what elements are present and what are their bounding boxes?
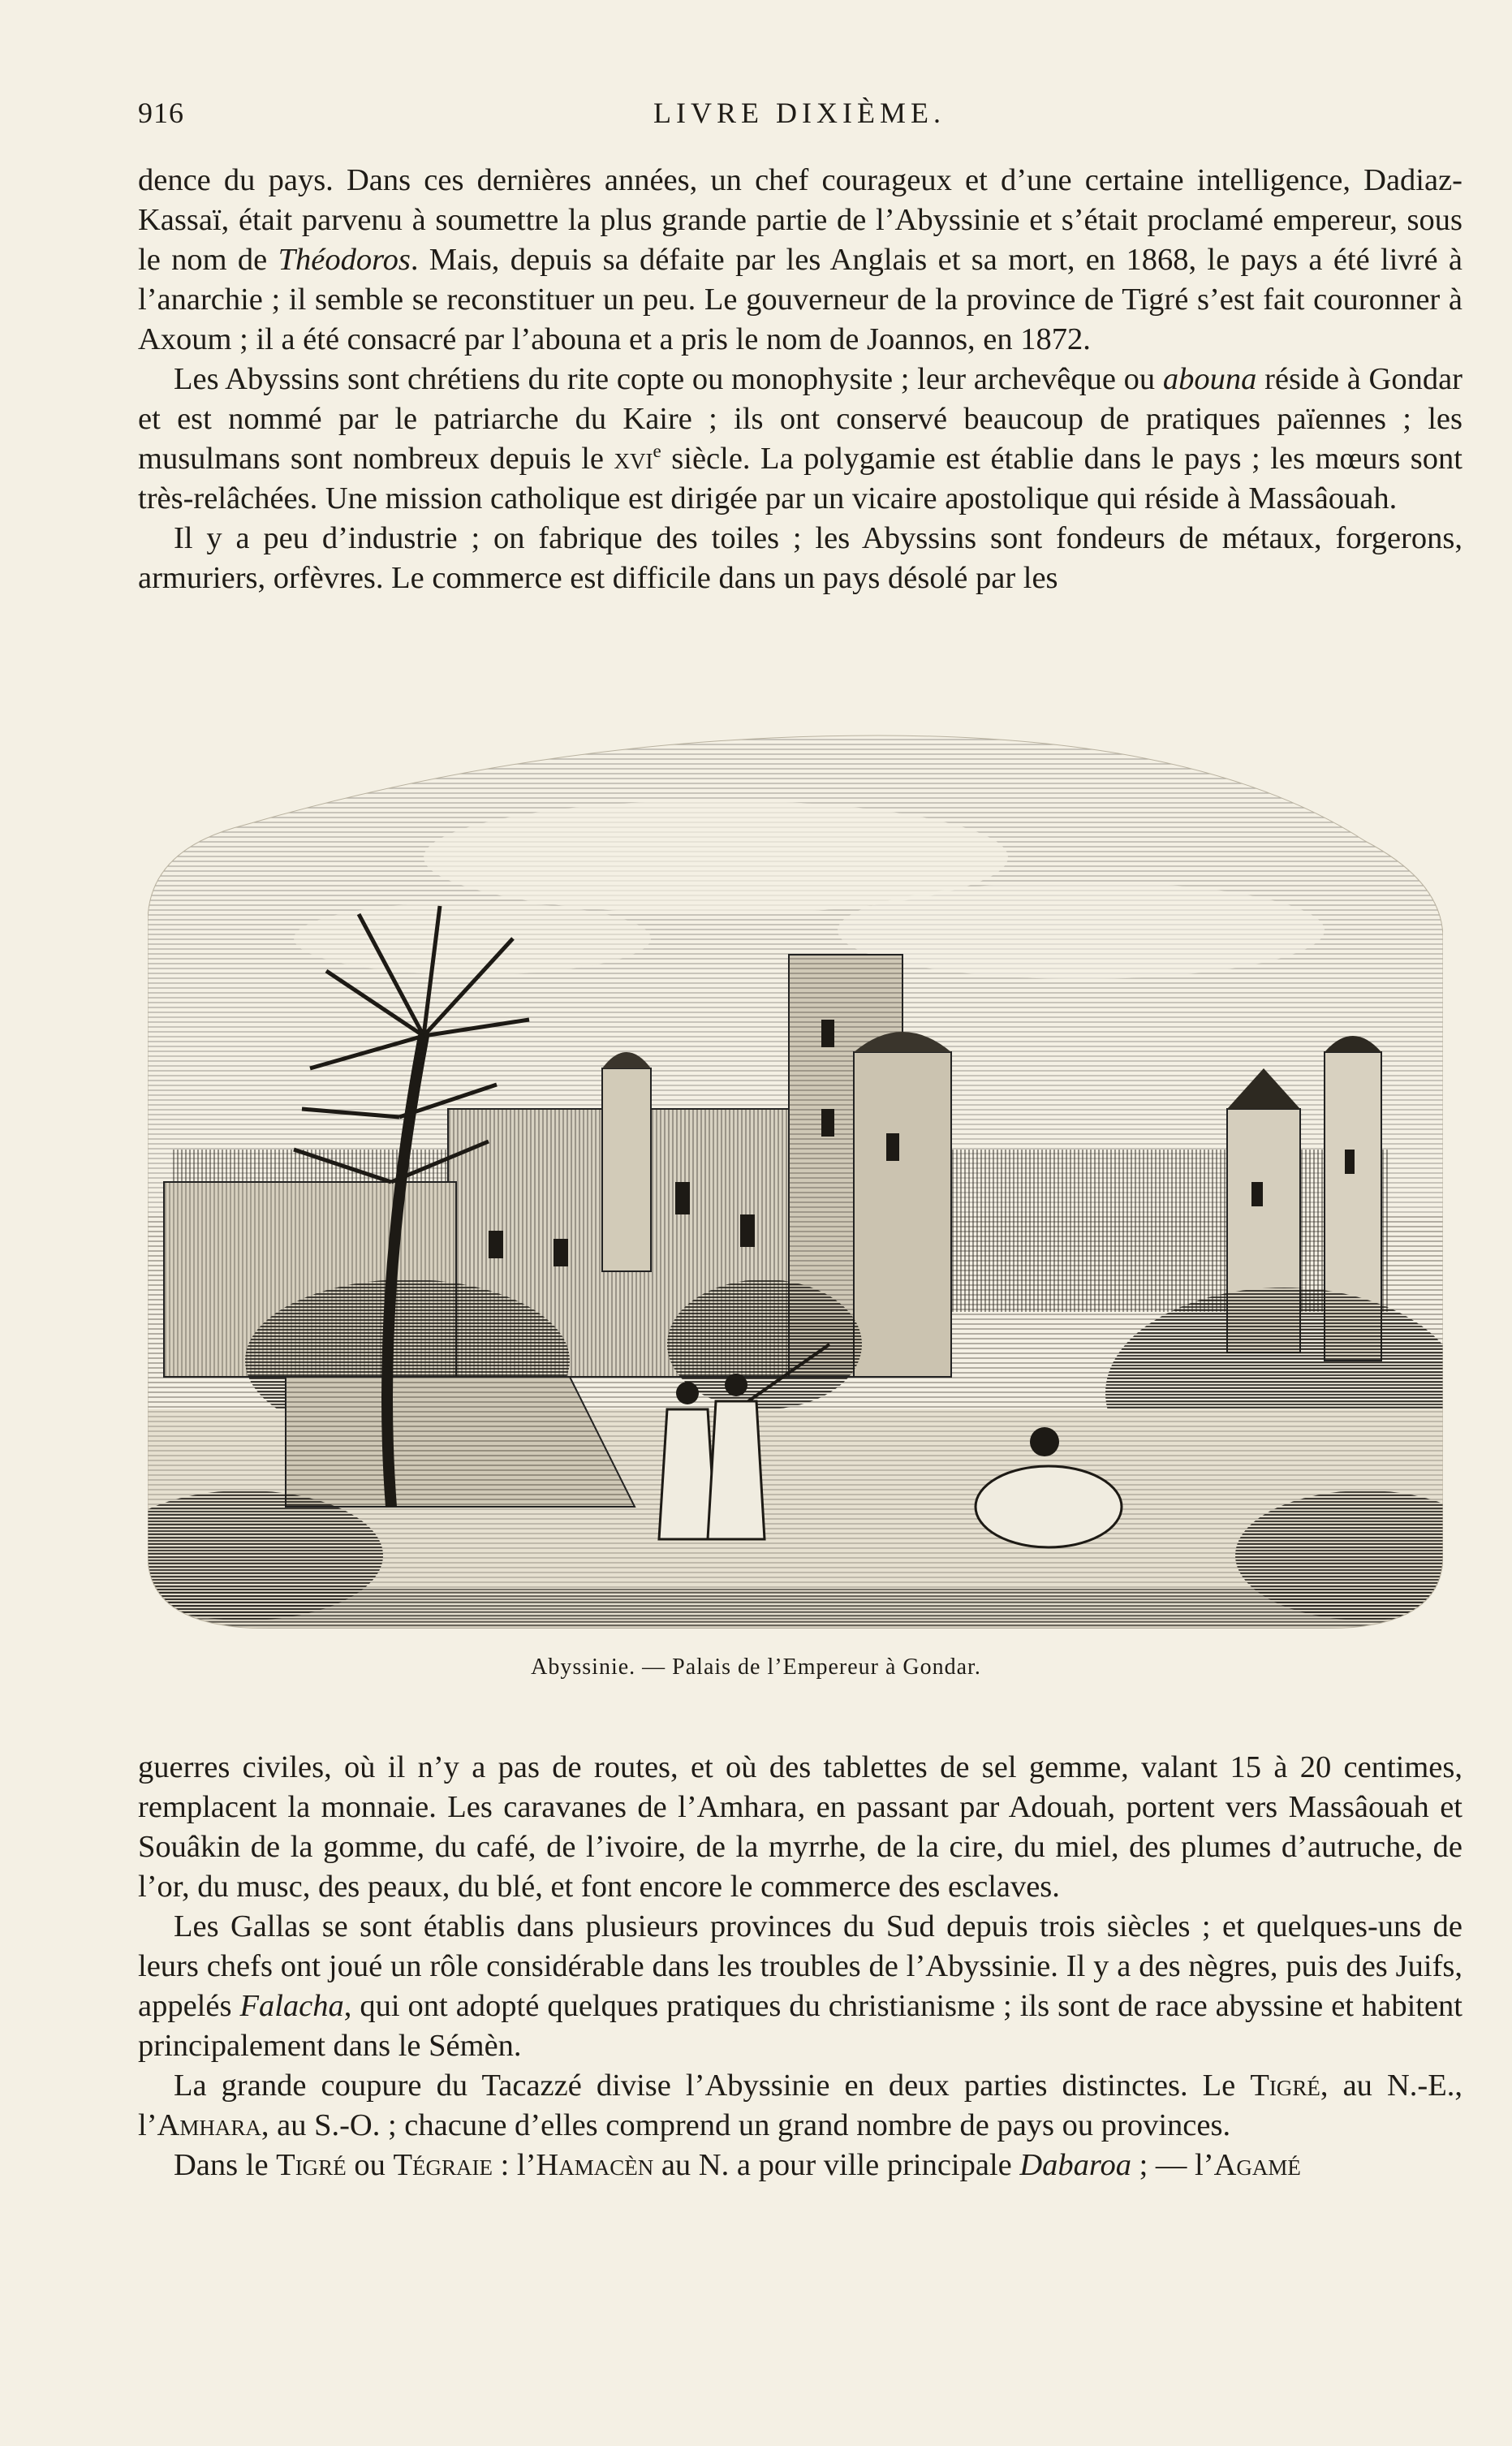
superscript: e <box>653 440 661 462</box>
paragraph <box>138 519 1462 598</box>
paragraph <box>138 2066 1462 2146</box>
paragraph <box>138 360 1462 519</box>
page-number: 916 <box>138 97 184 129</box>
italic-run: Dabaroa <box>1019 2148 1131 2182</box>
text-run: dence du pays. Dans ces dernières années, un chef courageux et d’une certaine intelligence, Dadiaz-Kassaï, était parvenu à soumettre la plus grande partie de l’Abyssinie et s’était proclamé empereur, sous le nom de <box>138 163 1462 277</box>
text-run: , qui ont adopté quelques pratiques du christianisme ; ils sont de race abyssine et habitent principalement dans le Sémèn. <box>138 1989 1462 2063</box>
text-run: Les Gallas se sont établis dans plusieurs provinces du Sud depuis trois siècles ; et quelques-uns de leurs chefs ont joué un rôle considérable dans les troubles de l’Abyssinie. Il y a des nègres, puis des Juifs, appelés <box>138 1909 1462 2023</box>
text-run: : l’ <box>492 2148 536 2182</box>
smallcaps-run: xvi <box>614 442 653 476</box>
smallcaps-run: Amhara <box>157 2108 261 2142</box>
text-run: ; — l’ <box>1131 2148 1214 2182</box>
text-run: ou <box>346 2148 394 2182</box>
paragraph <box>138 161 1462 360</box>
italic-run: Théodoros <box>278 243 411 277</box>
text-run: Les Abyssins sont chrétiens du rite copte ou monophysite ; leur archevêque ou <box>174 362 1163 396</box>
book-title: LIVRE DIXIÈME. <box>653 97 946 129</box>
smallcaps-run: Tégraie <box>393 2148 493 2182</box>
text-run: , au S.-O. ; chacune d’elles comprend un grand nombre de pays ou provinces. <box>261 2108 1231 2142</box>
text-run: réside à Gondar et est nommé par le patriarche du Kaire ; ils ont conservé beaucoup de pratiques païennes ; les musulmans sont nombreux depuis le <box>138 362 1463 476</box>
text-block-top <box>138 161 1462 598</box>
italic-run: Falacha <box>239 1989 344 2023</box>
text-run: Il y a peu d’industrie ; on fabrique des toiles ; les Abyssins sont fondeurs de métaux, forgerons, armuriers, orfèvres. Le commerce est difficile dans un pays désolé par les <box>138 521 1462 595</box>
smallcaps-run: Tigré <box>276 2148 347 2182</box>
paragraph <box>138 2146 1462 2185</box>
text-run: guerres civiles, où il n’y a pas de routes, et où des tablettes de sel gemme, valant 15 à 20 centimes, remplacent la monnaie. Les caravanes de l’Amhara, en passant par Adouah, portent vers Massâouah et Souâkin de la gomme, du café, de l’ivoire, de la myrrhe, de la cire, du miel, des plumes d’autruche, de l’or, du musc, des peaux, du blé, et font encore le commerce des esclaves. <box>138 1750 1462 1904</box>
text-run: . Mais, depuis sa défaite par les Anglais et sa mort, en 1868, le pays a été livré à l’anarchie ; il semble se reconstituer un peu. Le gouverneur de la province de Tigré s’est fait couronner à Axoum ; il a été consacré par l’abouna et a pris le nom de Joannos, en 1872. <box>138 243 1463 356</box>
text-run: siècle. La polygamie est établie dans le pays ; les mœurs sont très-relâchées. Une mission catholique est dirigée par un vicaire apostolique qui réside à Massâouah. <box>138 442 1462 516</box>
paragraph <box>138 1907 1462 2066</box>
smallcaps-run: Hamacèn <box>536 2148 654 2182</box>
smallcaps-run: Agamé <box>1213 2148 1301 2182</box>
text-run: au N. a pour ville principale <box>653 2148 1020 2182</box>
smallcaps-run: Tigré <box>1250 2069 1320 2103</box>
palace-engraving <box>148 727 1443 1629</box>
engraving-illustration <box>148 727 1443 1629</box>
text-run: La grande coupure du Tacazzé divise l’Abyssinie en deux parties distinctes. Le <box>174 2069 1251 2103</box>
text-run: Dans le <box>174 2148 277 2182</box>
text-block-bottom <box>138 1748 1462 2185</box>
figure-caption: Abyssinie. — Palais de l’Empereur à Gondar. <box>531 1654 981 1680</box>
paragraph <box>138 1748 1462 1907</box>
italic-run: abouna <box>1162 362 1257 396</box>
text-run: , au N.-E., l’ <box>138 2069 1463 2142</box>
running-head <box>138 96 1461 136</box>
